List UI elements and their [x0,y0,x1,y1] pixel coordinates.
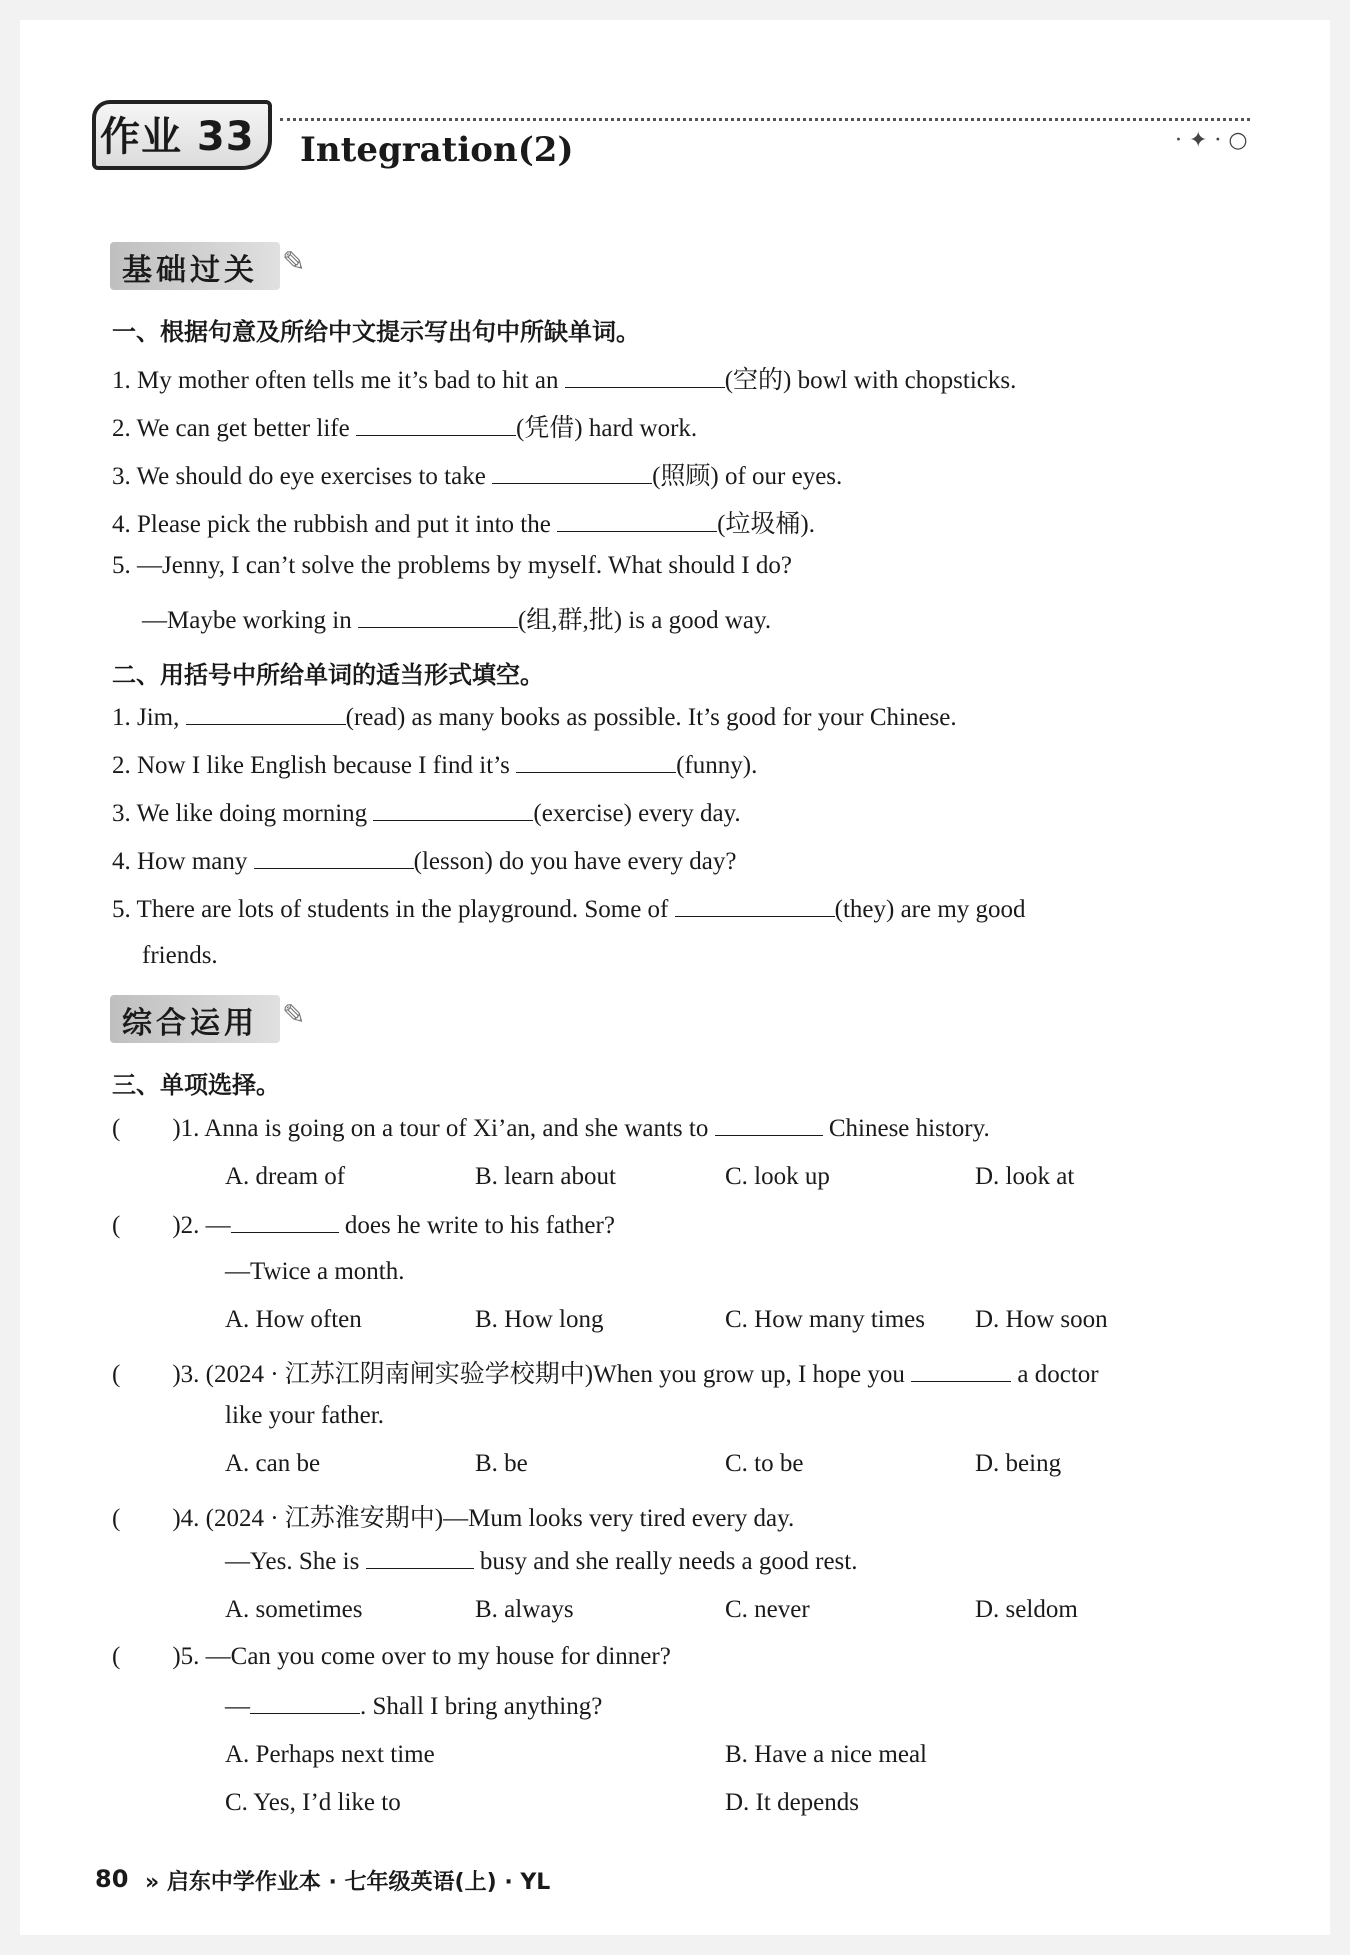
mc-question-1: ( )1. Anna is going on a tour of Xi’an, and she wants to Chinese history. [112,1115,990,1142]
option-b[interactable]: B. always [475,1596,574,1623]
option-b[interactable]: B. be [475,1450,528,1477]
section2-heading: 二、用括号中所给单词的适当形式填空。 [112,661,544,689]
pencil-icon: ✎ [282,245,306,278]
option-d[interactable]: D. seldom [975,1596,1078,1623]
answer-blank [366,1546,474,1569]
s1-item-5-reply: —Maybe working in (组,群,批) is a good way. [142,607,772,634]
section-banner-integrated-label: 综合运用 [122,1006,258,1041]
answer-blank[interactable] [186,702,346,725]
option-d[interactable]: D. How soon [975,1306,1108,1333]
option-a[interactable]: A. dream of [225,1163,346,1190]
q2-reply: —Twice a month. [225,1258,405,1285]
s1-item-2: 2. We can get better life (凭借) hard work. [112,415,698,442]
answer-blank[interactable] [557,509,717,532]
assignment-number: 作业 33 [100,114,255,160]
option-c[interactable]: C. How many times [725,1306,925,1333]
answer-blank[interactable] [373,798,533,821]
option-d[interactable]: D. look at [975,1163,1075,1190]
answer-blank [911,1359,1011,1382]
answer-blank[interactable] [565,365,725,388]
option-b[interactable]: B. Have a nice meal [725,1741,927,1768]
mc-question-5: ( )5. —Can you come over to my house for dinner? [112,1643,671,1670]
s2-item-5: 5. There are lots of students in the playground. Some of (they) are my good [112,896,1026,923]
s1-item-5: 5. —Jenny, I can’t solve the problems by myself. What should I do? [112,552,792,579]
mc-question-3: ( )3. (2024 · 江苏江阴南闸实验学校期中)When you grow up, I hope you a doctor [112,1361,1099,1388]
pencil-icon: ✎ [282,998,306,1031]
section3-heading: 三、单项选择。 [112,1071,280,1099]
option-a[interactable]: A. can be [225,1450,321,1477]
option-a[interactable]: A. How often [225,1306,362,1333]
option-c[interactable]: C. to be [725,1450,804,1477]
mc-question-4: ( )4. (2024 · 江苏淮安期中)—Mum looks very tired every day. [112,1505,795,1532]
answer-blank [250,1691,360,1714]
answer-blank [231,1210,339,1233]
section-banner-basic-label: 基础过关 [122,253,258,288]
answer-blank[interactable] [254,846,414,869]
q3-stem-cont: like your father. [225,1402,384,1429]
s2-item-5-cont: friends. [142,942,218,969]
option-c[interactable]: C. Yes, I’d like to [225,1789,401,1816]
option-d[interactable]: D. being [975,1450,1062,1477]
footer-book-title: » 启东中学作业本 · 七年级英语(上) · YL [145,1870,551,1895]
answer-blank [715,1113,823,1136]
mc-question-2: ( )2. — does he write to his father? [112,1212,615,1239]
page-title: Integration(2) [300,130,574,170]
answer-blank[interactable] [356,413,516,436]
s2-item-3: 3. We like doing morning (exercise) every day. [112,800,741,827]
answer-blank[interactable] [675,894,835,917]
option-b[interactable]: B. learn about [475,1163,616,1190]
s2-item-2: 2. Now I like English because I find it’s (funny). [112,752,758,779]
option-a[interactable]: A. sometimes [225,1596,363,1623]
s1-item-1: 1. My mother often tells me it’s bad to hit an (空的) bowl with chopsticks. [112,367,1017,394]
page-number: 80 [95,1865,129,1893]
q4-reply: —Yes. She is busy and she really needs a good rest. [225,1548,858,1575]
answer-blank[interactable] [492,461,652,484]
s1-item-4: 4. Please pick the rubbish and put it into the (垃圾桶). [112,511,815,538]
q5-reply: — . Shall I bring anything? [225,1693,603,1720]
option-c[interactable]: C. never [725,1596,810,1623]
option-d[interactable]: D. It depends [725,1789,859,1816]
s2-item-1: 1. Jim, (read) as many books as possible. It’s good for your Chinese. [112,704,957,731]
s1-item-3: 3. We should do eye exercises to take (照顾) of our eyes. [112,463,843,490]
header-divider [280,118,1250,121]
answer-blank[interactable] [516,750,676,773]
s2-item-4: 4. How many (lesson) do you have every day? [112,848,737,875]
option-c[interactable]: C. look up [725,1163,830,1190]
section1-heading: 一、根据句意及所给中文提示写出句中所缺单词。 [112,318,640,346]
option-a[interactable]: A. Perhaps next time [225,1741,435,1768]
option-b[interactable]: B. How long [475,1306,604,1333]
sparkle-icon: · ✦ · ○ [1175,128,1248,153]
answer-blank[interactable] [358,605,518,628]
